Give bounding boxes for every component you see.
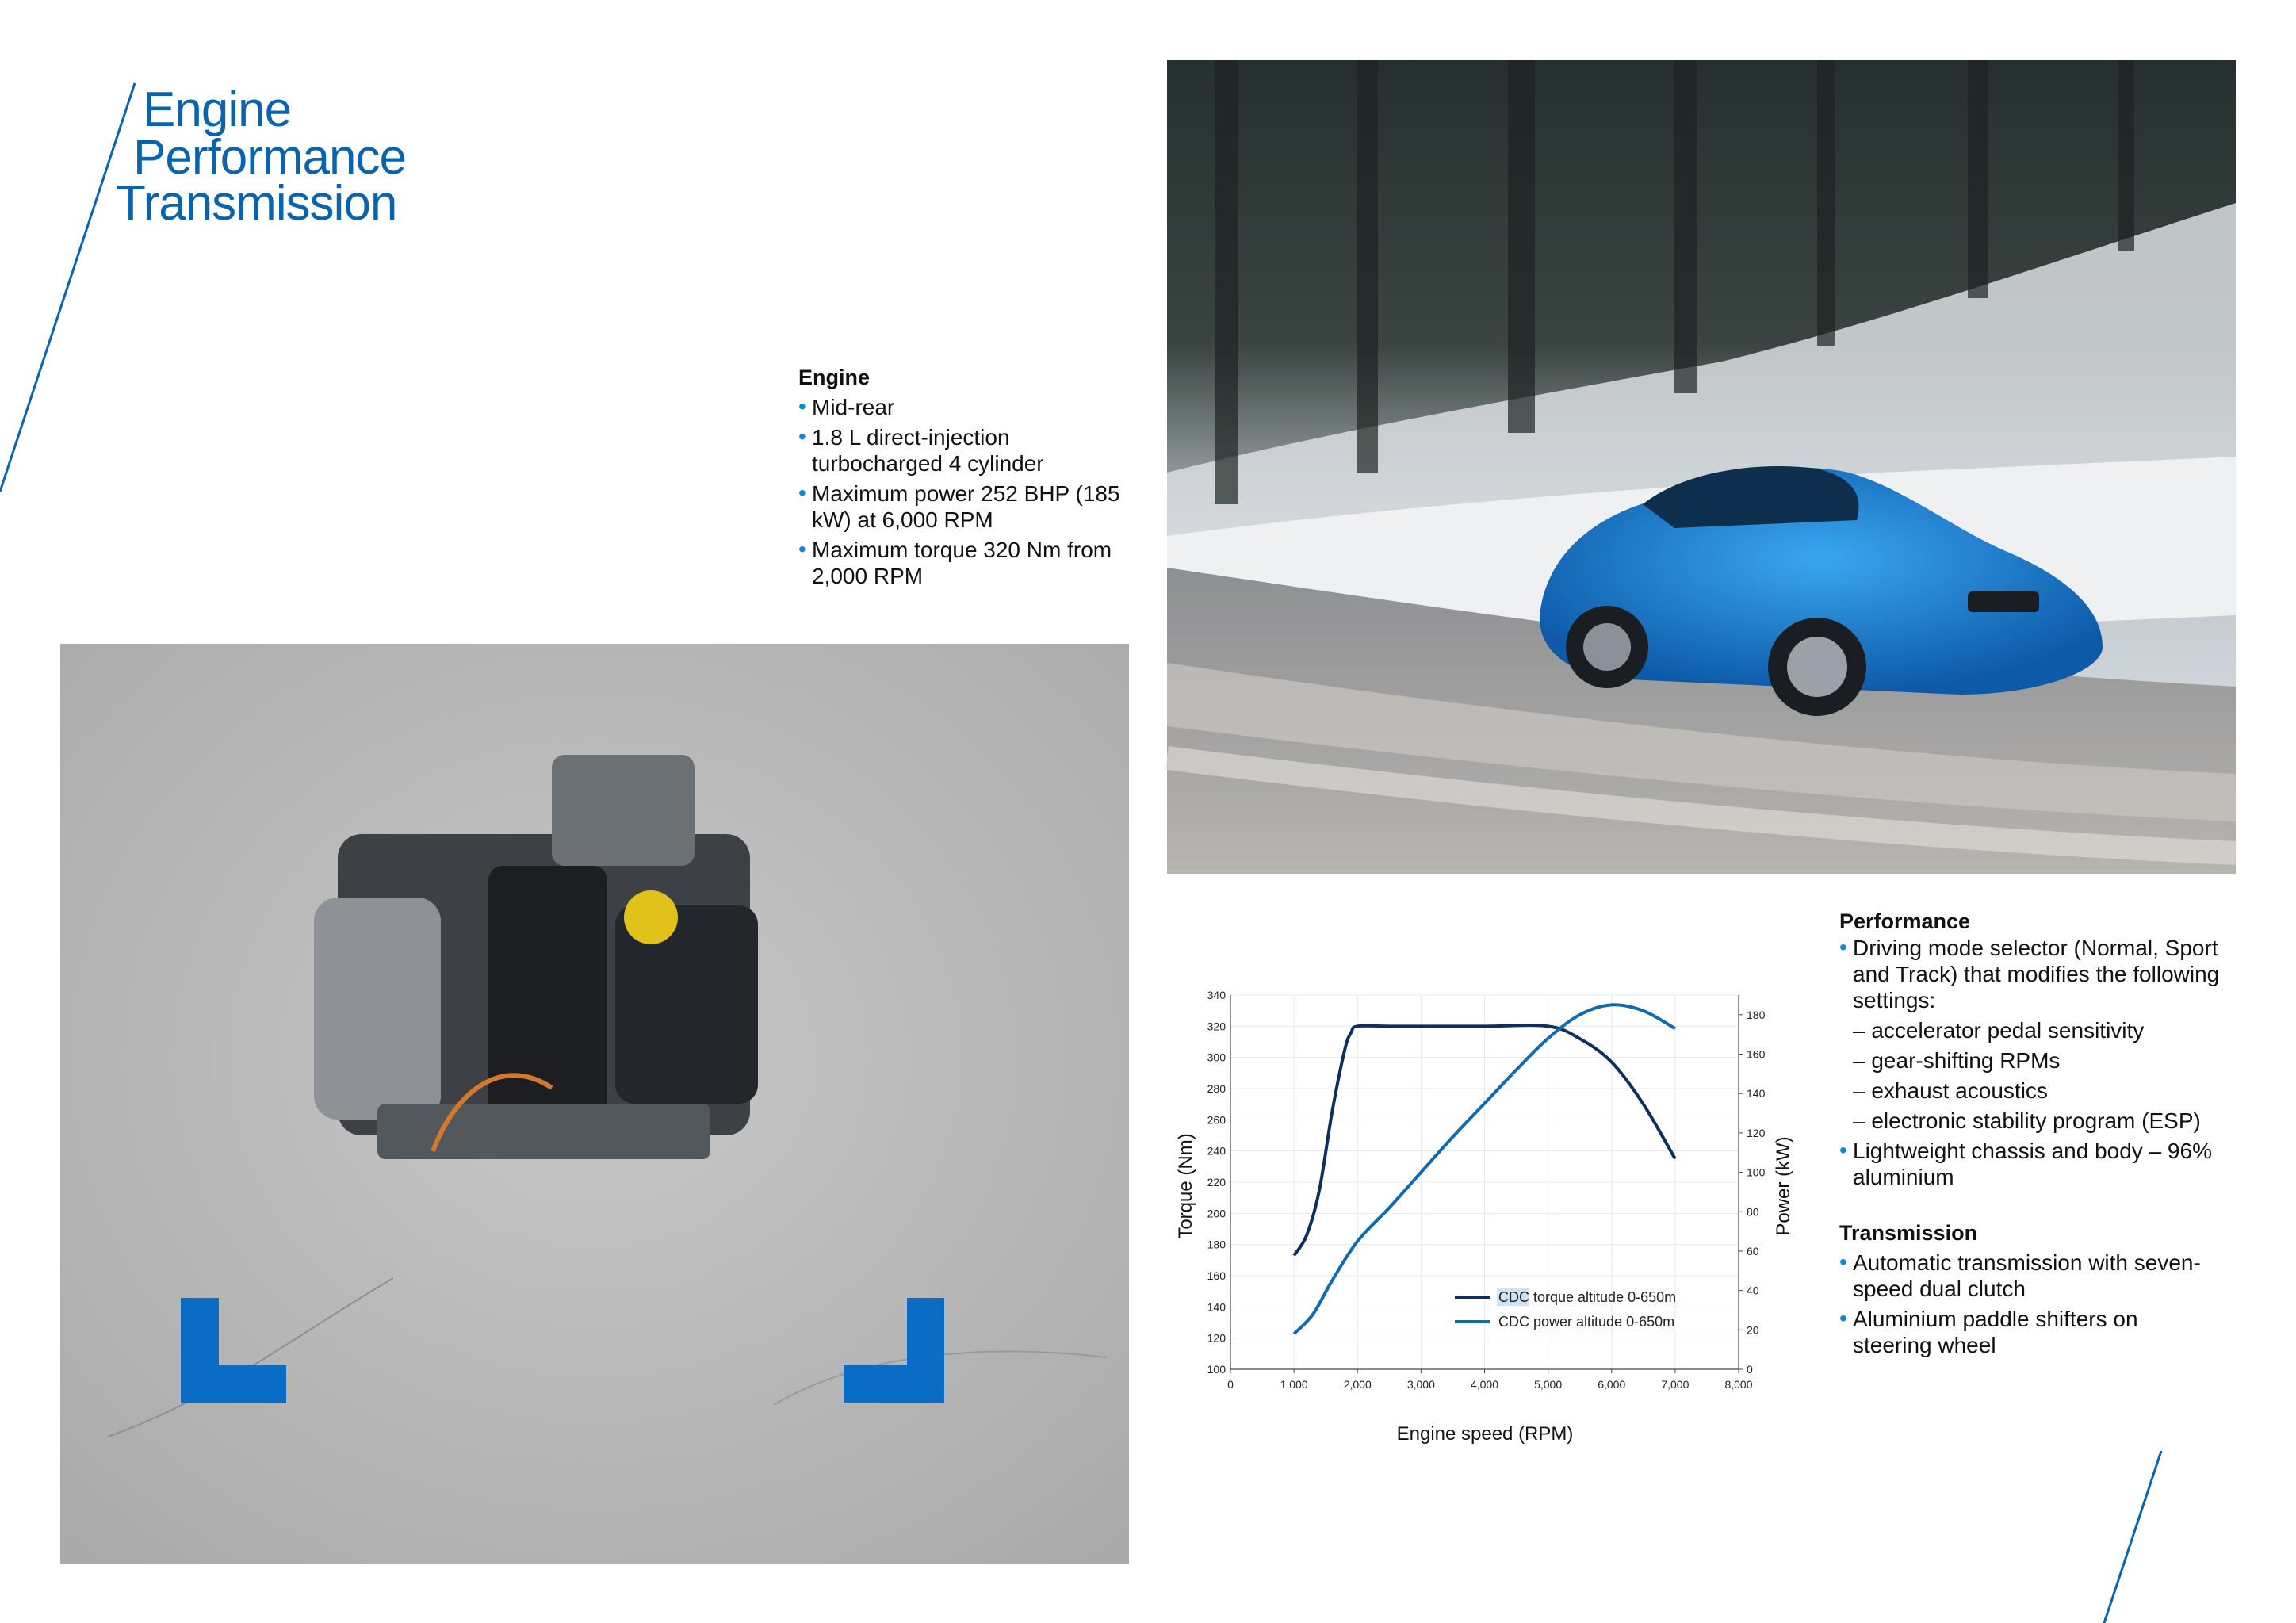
engine-item: • Maximum power 252 BHP (185 kW) at 6,000 RPM — [798, 480, 1131, 533]
x-tick-label: 0 — [1227, 1378, 1234, 1391]
y-tick-label: 100 — [1207, 1363, 1226, 1376]
y-tick-label: 340 — [1207, 989, 1226, 1001]
performance-subitem: – electronic stability program (ESP) — [1853, 1108, 2201, 1133]
y-tick-label: 220 — [1207, 1176, 1226, 1189]
y2-tick-label: 0 — [1747, 1363, 1753, 1376]
engine-heading: Engine — [798, 366, 871, 389]
title-transmission: Transmission — [116, 176, 397, 231]
engine-item: • Maximum torque 320 Nm from 2,000 RPM — [798, 537, 1131, 589]
x-tick-label: 8,000 — [1724, 1378, 1753, 1391]
y2-tick-label: 140 — [1747, 1087, 1766, 1101]
performance-subitem: – exhaust acoustics — [1853, 1078, 2048, 1103]
y2-tick-label: 100 — [1747, 1166, 1766, 1179]
performance-item: • Driving mode selector (Normal, Sport and Track) that modifies the following settings: — [1839, 935, 2220, 1013]
x-tick-label: 5,000 — [1534, 1378, 1563, 1391]
engine-list — [798, 394, 1131, 589]
engine-photo — [60, 644, 1129, 1564]
y-tick-label: 160 — [1207, 1269, 1226, 1282]
transmission-list — [1839, 1250, 2220, 1358]
car-photo — [1167, 60, 2236, 874]
x-tick-label: 3,000 — [1406, 1378, 1435, 1391]
y-tick-label: 200 — [1207, 1207, 1226, 1220]
transmission-item: • Aluminium paddle shifters on steering wheel — [1839, 1306, 2220, 1358]
engine-spec-block — [798, 365, 1131, 593]
y-tick-label: 240 — [1207, 1144, 1226, 1158]
y2-tick-label: 20 — [1747, 1323, 1759, 1337]
y-tick-label: 320 — [1207, 1020, 1226, 1033]
legend-label-torque: CDC torque altitude 0-650m — [1498, 1289, 1677, 1305]
performance-heading: Performance — [1839, 909, 1971, 933]
engine-item: • 1.8 L direct-injection turbocharged 4 cylinder — [798, 424, 1131, 477]
title-engine: Engine — [143, 82, 292, 137]
performance-item: • Lightweight chassis and body – 96% aluminium — [1839, 1138, 2220, 1190]
performance-list — [1839, 935, 2220, 1190]
y-axis-title: Torque (Nm) — [1175, 1133, 1196, 1239]
y2-tick-label: 80 — [1747, 1205, 1759, 1219]
chart-axes — [1207, 989, 1766, 1391]
y2-tick-label: 160 — [1747, 1047, 1766, 1061]
y-tick-label: 280 — [1207, 1082, 1226, 1095]
y-tick-label: 260 — [1207, 1113, 1226, 1127]
y2-tick-label: 40 — [1747, 1284, 1759, 1297]
x-tick-label: 1,000 — [1280, 1378, 1308, 1391]
transmission-heading: Transmission — [1839, 1221, 1978, 1245]
performance-subitem: – gear-shifting RPMs — [1853, 1048, 2061, 1073]
x-tick-label: 4,000 — [1470, 1378, 1499, 1391]
chart-legend — [1455, 1288, 1676, 1330]
y2-axis-title: Power (kW) — [1773, 1136, 1794, 1236]
y2-tick-label: 180 — [1747, 1008, 1766, 1021]
y-tick-label: 300 — [1207, 1051, 1226, 1064]
x-tick-label: 7,000 — [1661, 1378, 1689, 1391]
y-tick-label: 140 — [1207, 1300, 1226, 1314]
torque-power-chart — [1158, 975, 1792, 1467]
y-tick-label: 180 — [1207, 1238, 1226, 1251]
performance-spec-block — [1839, 909, 2220, 1362]
x-axis-title: Engine speed (RPM) — [1396, 1423, 1574, 1445]
x-tick-label: 2,000 — [1343, 1378, 1372, 1391]
x-tick-label: 6,000 — [1598, 1378, 1626, 1391]
y2-tick-label: 60 — [1747, 1244, 1759, 1257]
legend-label-power: CDC power altitude 0-650m — [1498, 1314, 1675, 1330]
y-tick-label: 120 — [1207, 1331, 1226, 1345]
transmission-item: • Automatic transmission with seven-speed dual clutch — [1839, 1250, 2220, 1302]
performance-subitem: – accelerator pedal sensitivity — [1853, 1018, 2145, 1043]
engine-item: • Mid-rear — [798, 394, 1131, 420]
title-performance: Performance — [133, 130, 406, 185]
y2-tick-label: 120 — [1747, 1126, 1766, 1139]
